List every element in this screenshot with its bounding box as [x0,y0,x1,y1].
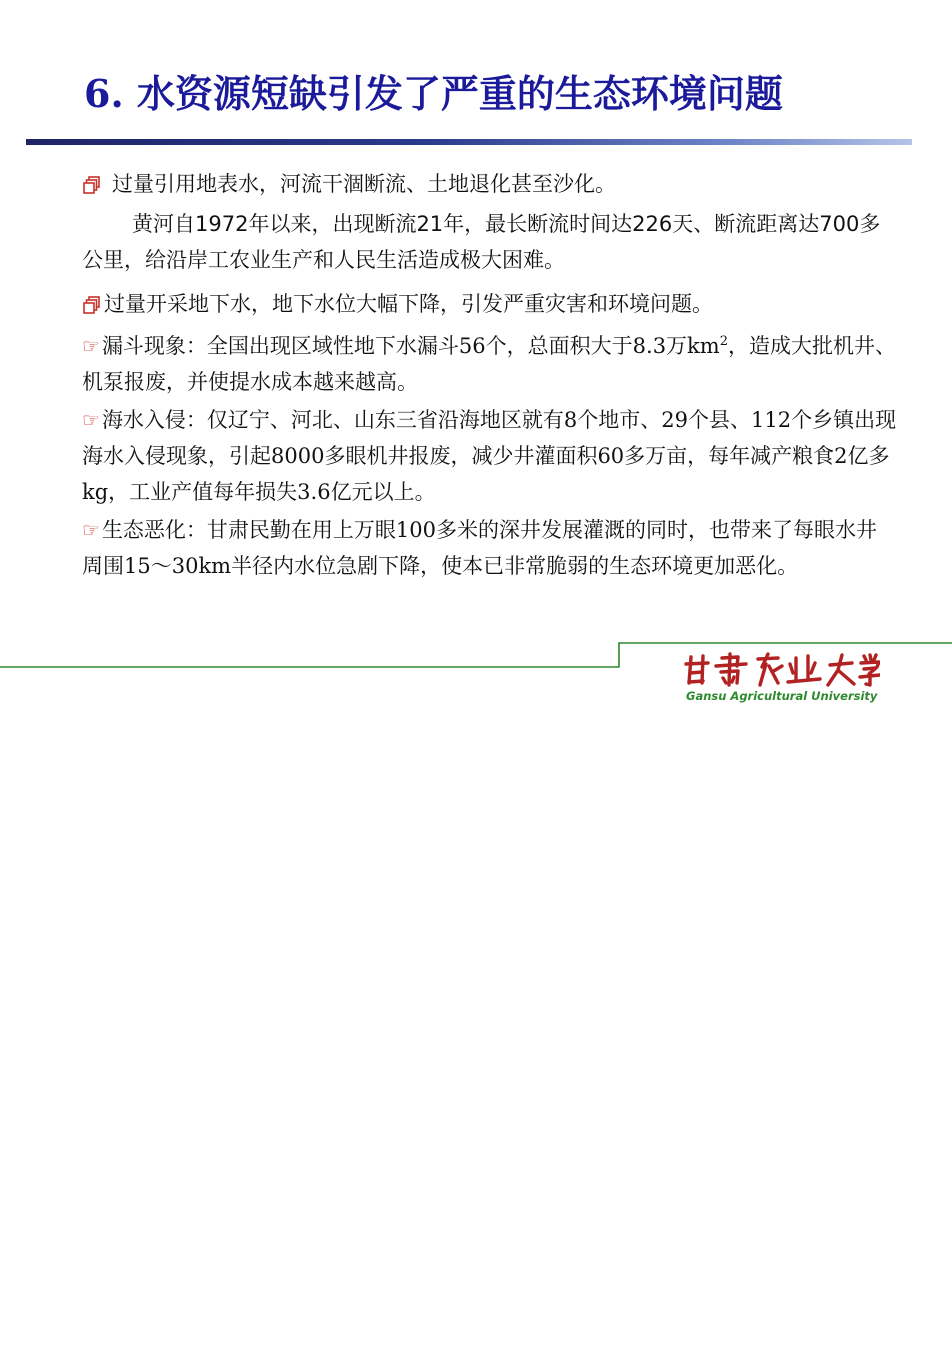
university-logo-english-name: Gansu Agricultural University [686,689,878,703]
bullet-paragraph-5 [82,402,898,510]
paragraph-4-text-b: ，造成大批机井、机泵报废，并使提水成本越来越高。 [82,334,896,394]
pointing-hand-icon: ☞ [82,518,100,542]
double-square-bullet-icon [82,295,102,315]
slide-content [82,160,898,584]
title-divider [26,139,912,145]
bullet-paragraph-4 [82,324,898,400]
bullet-paragraph-3 [82,286,898,322]
paragraph-2: 黄河自1972年以来，出现断流21年，最长断流时间达226天、断流距离达700多公里，给沿岸工农业生产和人民生活造成极大困难。 [82,212,881,272]
double-square-bullet-icon [82,175,102,195]
bullet-paragraph-6 [82,512,898,584]
bullet-paragraph-1 [82,166,898,202]
slide-title: 6. 水资源短缺引发了严重的生态环境问题 [84,71,783,116]
pointing-hand-icon: ☞ [82,408,100,432]
university-logo-calligraphy [680,652,880,688]
paragraph-3-text: 过量开采地下水，地下水位大幅下降，引发严重灾害和环境问题。 [104,292,713,316]
paragraph-6-text: 生态恶化：甘肃民勤在用上万眼100多米的深井发展灌溉的同时，也带来了每眼水井周围15～30km半径内水位急剧下降，使本已非常脆弱的生态环境更加恶化。 [82,518,878,578]
paragraph-1-text: 过量引用地表水，河流干涸断流、土地退化甚至沙化。 [112,172,616,196]
pointing-hand-icon: ☞ [82,334,100,358]
superscript-2: 2 [719,334,728,349]
paragraph-5-text: 海水入侵：仅辽宁、河北、山东三省沿海地区就有8个地市、29个县、112个乡镇出现海水入侵现象，引起8000多眼机井报废，减少井灌面积60多万亩，每年减产粮食2亿多kg，工业产值每年损失3.6亿元以上。 [82,408,897,504]
paragraph-4-text-a: 漏斗现象：全国出现区域性地下水漏斗56个，总面积大于8.3万km [101,334,720,358]
